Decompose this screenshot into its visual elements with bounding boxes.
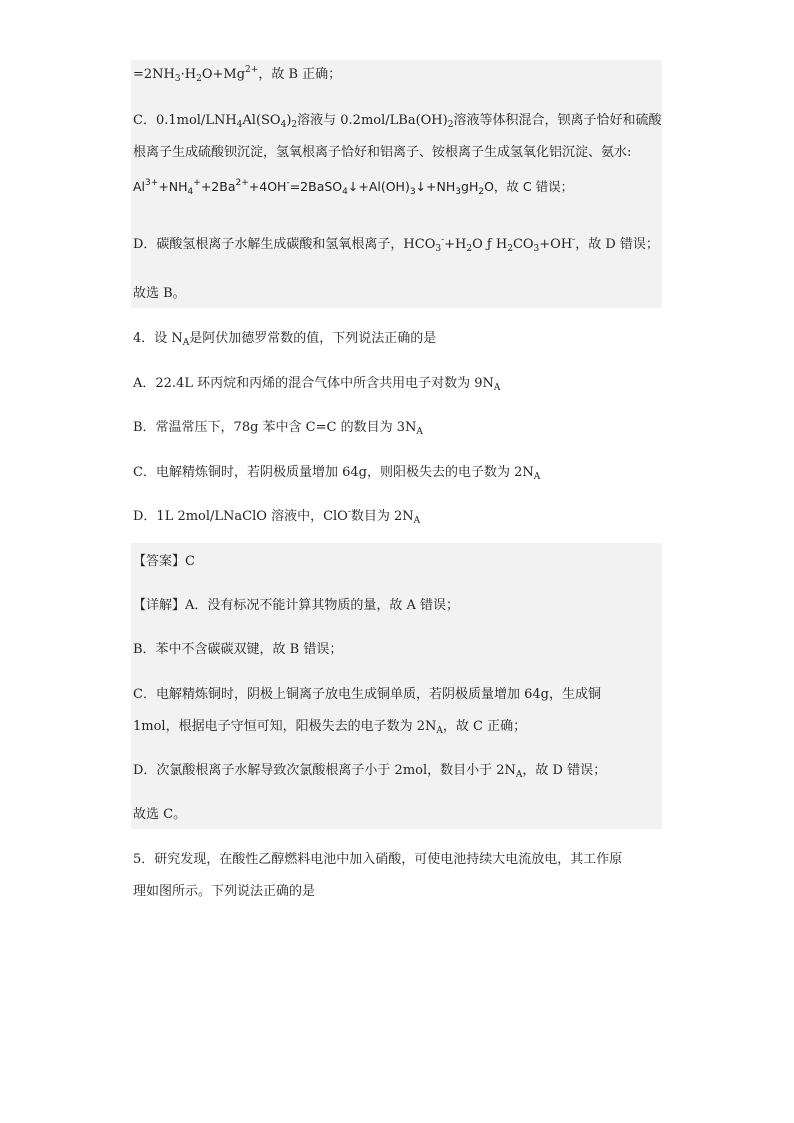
superscript: - — [441, 235, 445, 245]
subscript: A — [413, 516, 421, 526]
subscript: A — [436, 726, 443, 736]
ionic-equation-line — [133, 178, 573, 196]
text: ↓+Al(OH) — [347, 179, 410, 194]
subscript: 2 — [478, 187, 485, 197]
subscript: A — [515, 770, 523, 780]
text: A．22.4L 环丙烷和丙烯的混合气体中所含共用电子对数为 9N — [133, 376, 494, 391]
question-4-option-b — [133, 419, 423, 437]
text: ，故 D 错误； — [575, 237, 659, 252]
option-d-explanation-line — [133, 236, 659, 254]
subscript: 3 — [409, 187, 416, 197]
text: +H — [444, 237, 467, 252]
text: ·H — [180, 67, 197, 82]
question-4-option-c — [133, 464, 540, 482]
text: C．0.1mol/LNH — [133, 113, 237, 128]
text: 1mol，根据电子守恒可知，阳极失去的电子数为 2N — [133, 719, 437, 734]
detail-option-d — [133, 762, 606, 780]
detail-option-c-line-2 — [133, 718, 526, 736]
subscript: A — [182, 338, 190, 348]
equation-line-mg — [133, 66, 341, 84]
answer-label: 【答案】C — [133, 554, 195, 569]
text: =2BaSO — [289, 179, 343, 194]
option-c-explanation-line-1 — [133, 112, 661, 130]
text: 数目为 2N — [350, 509, 414, 524]
text: 溶液与 0.2mol/LBa(OH) — [297, 113, 448, 128]
text: Al(SO — [242, 113, 281, 128]
text: +OH — [539, 237, 573, 252]
question-4-stem — [133, 330, 436, 348]
subscript: 2 — [447, 120, 454, 130]
conclusion-b: 故选 B。 — [133, 286, 186, 301]
conclusion-c: 故选 C。 — [133, 807, 187, 822]
subscript: 4 — [236, 120, 243, 130]
superscript: - — [572, 235, 576, 245]
question-4-option-d — [133, 508, 420, 526]
text: CO — [512, 237, 534, 252]
text: B．常温常压下，78g 苯中含 C=C 的数目为 3N — [133, 420, 417, 435]
subscript: 4 — [280, 120, 287, 130]
text: O，故 C 错误； — [484, 179, 574, 194]
superscript: - — [347, 507, 351, 517]
question-5-stem-line-2: 理如图所示。下列说法正确的是 — [133, 884, 316, 899]
text: 4．设 N — [133, 331, 183, 346]
subscript: 4 — [342, 187, 348, 197]
superscript: 3+ — [145, 178, 159, 188]
text: ，故 C 正确； — [442, 719, 527, 734]
text: 溶液等体积混合，钡离子恰好和硫酸 — [453, 113, 662, 128]
question-4-option-a — [133, 375, 500, 393]
detail-option-b: B．苯中不含碳碳双键，故 B 错误； — [133, 642, 343, 657]
text: ，故 B 正确； — [258, 67, 342, 82]
text: +2Ba — [200, 179, 236, 194]
subscript: 3 — [174, 74, 181, 84]
superscript: 2+ — [245, 65, 259, 75]
text: =2NH — [133, 67, 175, 82]
detail-option-c-line-1: C．电解精炼铜时，阴极上铜离子放电生成铜单质，若阴极质量增加 64g，生成铜 — [133, 687, 601, 702]
text: D．次氯酸根离子水解导致次氯酸根离子小于 2mol，数目小于 2N — [133, 763, 516, 778]
option-c-explanation-line-2: 根离子生成硫酸钡沉淀，氢氧根离子恰好和铝离子、铵根离子生成氢氧化铝沉淀、氨水: — [133, 145, 632, 160]
superscript: - — [286, 178, 290, 188]
text: Al — [133, 179, 146, 194]
subscript: 2 — [196, 74, 202, 84]
subscript: A — [533, 472, 541, 482]
subscript: 3 — [435, 244, 442, 254]
superscript: 2+ — [235, 178, 249, 188]
subscript: A — [416, 427, 423, 437]
subscript: 3 — [533, 244, 540, 254]
question-5-stem-line-1: 5．研究发现，在酸性乙醇燃料电池中加入硝酸，可使电池持续大电流放电，其工作原 — [133, 852, 623, 867]
subscript: 2 — [291, 120, 298, 130]
text: O ƒ H — [472, 237, 508, 252]
text: ) — [286, 113, 292, 128]
text: ↓+NH — [415, 179, 456, 194]
text: O+Mg — [201, 67, 246, 82]
detail-option-a: 【详解】A．没有标况不能计算其物质的量，故 A 错误； — [133, 598, 460, 613]
text: +4OH — [248, 179, 287, 194]
text: 是阿伏加德罗常数的值，下列说法正确的是 — [189, 331, 437, 346]
text: ，故 D 错误； — [522, 763, 607, 778]
text: C．电解精炼铜时，若阴极质量增加 64g，则阳极失去的电子数为 2N — [133, 465, 534, 480]
text: gH — [461, 179, 479, 194]
text: D．碳酸氢根离子水解生成碳酸和氢氧根离子，HCO — [133, 237, 436, 252]
subscript: 4 — [187, 187, 194, 197]
subscript: A — [493, 383, 501, 393]
superscript: + — [193, 178, 201, 188]
subscript: 3 — [455, 187, 462, 197]
text: D．1L 2mol/LNaClO 溶液中，ClO — [133, 509, 348, 524]
subscript: 2 — [466, 244, 473, 254]
subscript: 2 — [507, 244, 513, 254]
text: +NH — [158, 179, 188, 194]
